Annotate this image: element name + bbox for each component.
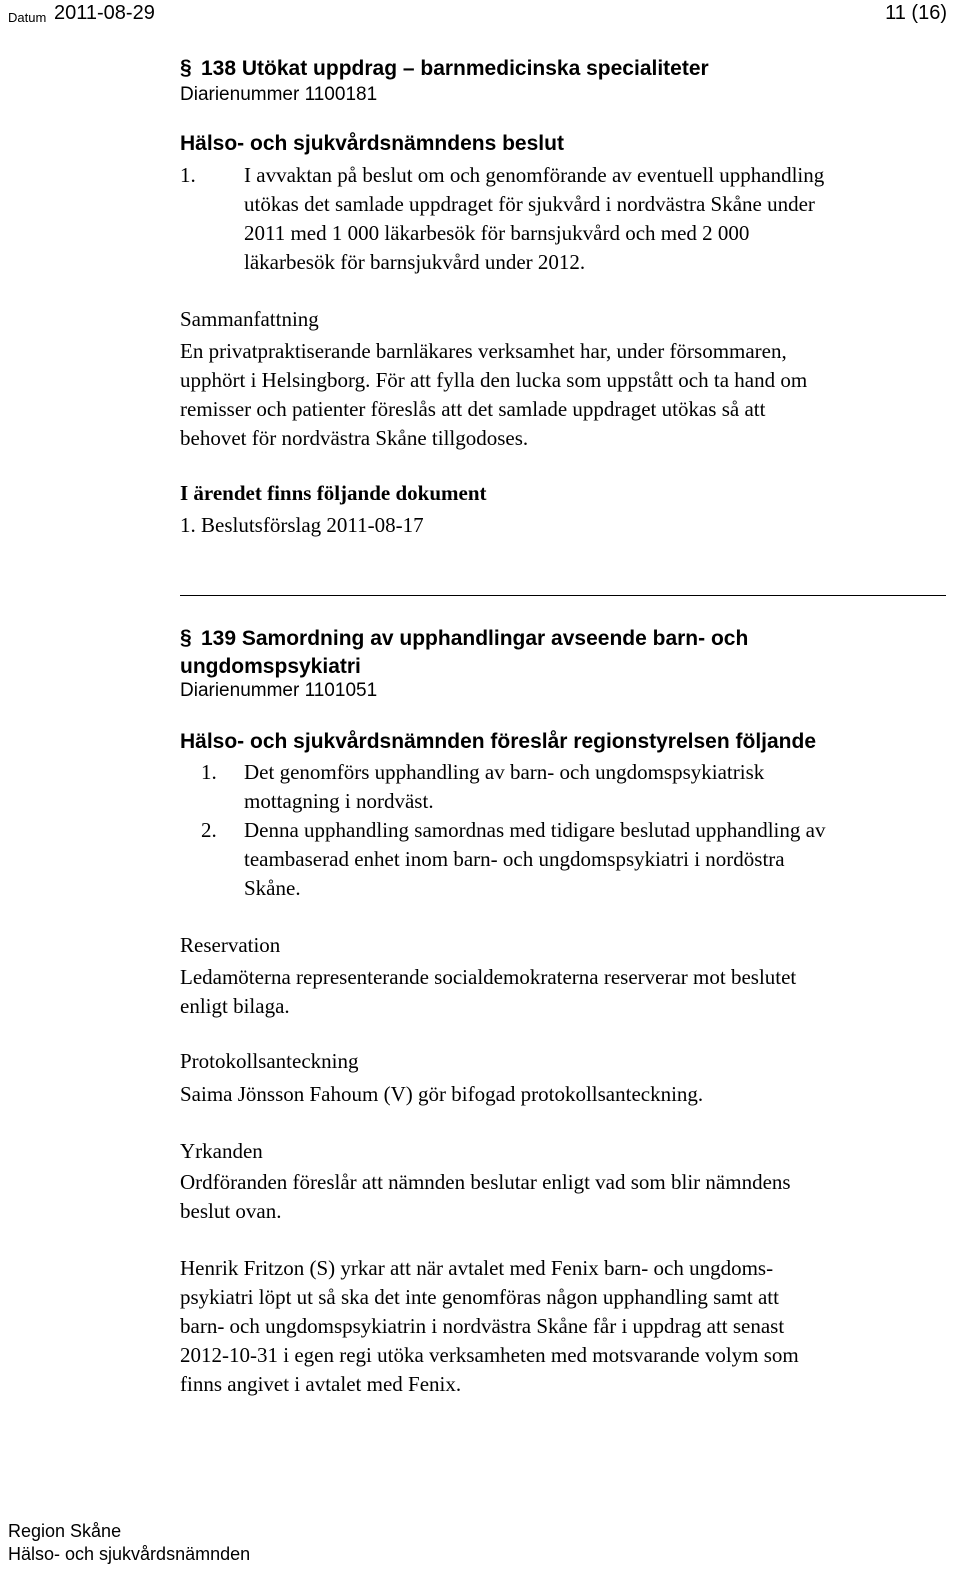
section-divider [180, 595, 946, 596]
forslag-item-1-number: 1. [201, 760, 217, 784]
section-138-diarienummer: Diarienummer 1100181 [180, 84, 378, 105]
text-line: 2012-10-31 i egen regi utöka verksamheten med motsvarande volym som [180, 1343, 799, 1367]
text-line: Denna upphandling samordnas med tidigare beslutad upphandling av [244, 818, 826, 842]
text-line: barn- och ungdomspsykiatrin i nordvästra Skåne får i uppdrag att senast [180, 1314, 785, 1338]
text-line: mottagning i nordväst. [244, 789, 434, 813]
text-line: Henrik Fritzon (S) yrkar att när avtalet med Fenix barn- och ungdoms- [180, 1256, 774, 1280]
header-page-number: 11 (16) [885, 2, 947, 24]
text-line: Ledamöterna representerande socialdemokraterna reserverar mot beslutet [180, 965, 797, 989]
yrkanden-text [180, 1168, 791, 1226]
footer-organization: Region Skåne [8, 1521, 122, 1541]
section-138-title: 138 Utökat uppdrag – barnmedicinska specialiteter [201, 57, 709, 80]
forslag-item-1-text [244, 758, 764, 816]
text-line: beslut ovan. [180, 1199, 282, 1223]
section-138-symbol: § [180, 56, 192, 79]
text-line: läkarbesök för barnsjukvård under 2012. [244, 250, 586, 274]
beslut-item-text [244, 161, 824, 277]
text-line: teambaserad enhet inom barn- och ungdomspsykiatri i nordöstra [244, 847, 785, 871]
section-139-diarienummer: Diarienummer 1101051 [180, 680, 378, 701]
section-138-beslut-heading: Hälso- och sjukvårdsnämndens beslut [180, 132, 564, 155]
text-line: psykiatri löpt ut så ska det inte genomföras någon upphandling samt att [180, 1285, 779, 1309]
text-line: utökas det samlade uppdraget för sjukvård i nordvästra Skåne under [244, 192, 815, 216]
forslag-item-2-text [244, 816, 825, 903]
text-line: Saima Jönsson Fahoum (V) gör bifogad protokollsanteckning. [180, 1082, 704, 1106]
fritzon-paragraph [180, 1254, 799, 1399]
footer-committee: Hälso- och sjukvårdsnämnden [8, 1544, 251, 1564]
reservation-text [180, 963, 796, 1021]
yrkanden-heading: Yrkanden [180, 1139, 263, 1163]
text-line: En privatpraktiserande barnläkares verksamhet har, under försommaren, [180, 339, 787, 363]
header-date-label: Datum [8, 10, 47, 25]
section-139-title-line-2: ungdomspsykiatri [180, 655, 361, 678]
text-line: I avvaktan på beslut om och genomförande av eventuell upphandling [244, 163, 825, 187]
text-line: finns angivet i avtalet med Fenix. [180, 1372, 462, 1396]
text-line: 2011 med 1 000 läkarbesök för barnsjukvård och med 2 000 [244, 221, 750, 245]
sammanfattning-heading: Sammanfattning [180, 307, 319, 331]
protokoll-text [180, 1080, 703, 1109]
protokoll-heading: Protokollsanteckning [180, 1049, 359, 1073]
text-line: remisser och patienter föreslås att det samlade uppdraget utökas så att [180, 397, 766, 421]
section-139-symbol: § [180, 626, 192, 649]
beslut-item-number: 1. [180, 163, 196, 187]
sammanfattning-text [180, 337, 807, 453]
forslag-heading: Hälso- och sjukvårdsnämnden föreslår regionstyrelsen följande [180, 730, 817, 753]
text-line: Det genomförs upphandling av barn- och ungdomspsykiatrisk [244, 760, 765, 784]
reservation-heading: Reservation [180, 933, 281, 957]
text-line: upphört i Helsingborg. För att fylla den lucka som uppstått och ta hand om [180, 368, 808, 392]
text-line: enligt bilaga. [180, 994, 290, 1018]
text-line: Skåne. [244, 876, 301, 900]
text-line: behovet för nordvästra Skåne tillgodoses. [180, 426, 529, 450]
dokument-item: 1. Beslutsförslag 2011-08-17 [180, 513, 424, 537]
section-139-title-line-1: 139 Samordning av upphandlingar avseende barn- och [201, 627, 749, 650]
forslag-item-2-number: 2. [201, 818, 217, 842]
text-line: Ordföranden föreslår att nämnden beslutar enligt vad som blir nämndens [180, 1170, 791, 1194]
dokument-heading: I ärendet finns följande dokument [180, 481, 487, 505]
header-date: 2011-08-29 [54, 2, 155, 24]
